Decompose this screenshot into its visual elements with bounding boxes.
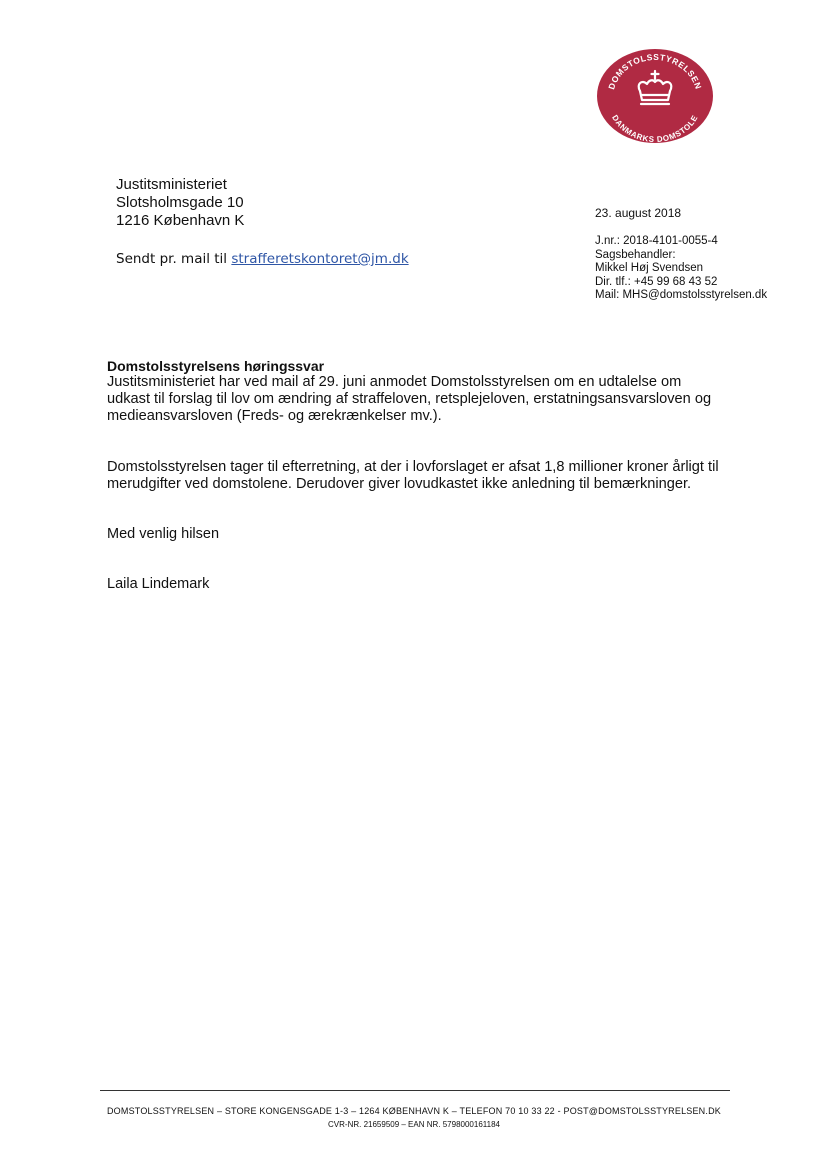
footer-divider [100, 1090, 730, 1091]
logo-text-top: DOMSTOLSSTYRELSEN [606, 51, 704, 91]
letter-date: 23. august 2018 [595, 206, 682, 220]
closing-greeting: Med venlig hilsen [107, 526, 220, 542]
letter-heading: Domstolsstyrelsens høringssvar [107, 358, 325, 374]
recipient-street: Slotsholmsgade 10 [116, 194, 244, 211]
paragraph-1-line: Justitsministeriet har ved mail af 29. juni anmodet Domstolsstyrelsen om en udtalelse om [107, 374, 682, 390]
paragraph-2 [107, 459, 747, 493]
recipient-email-link[interactable]: strafferetskontoret@jm.dk [231, 251, 409, 267]
case-metadata [595, 235, 767, 303]
recipient-name: Justitsministeriet [116, 176, 227, 193]
sent-by-prefix: Sendt pr. mail til [116, 251, 232, 267]
handler-phone: Dir. tlf.: +45 99 68 43 52 [595, 275, 718, 288]
logo-text-bottom: DANMARKS DOMSTOLE [610, 113, 700, 144]
handler-label: Sagsbehandler: [595, 248, 676, 261]
paragraph-1 [107, 374, 747, 425]
paragraph-1-line: medieansvarsloven (Freds- og ærekrænkelser mv.). [107, 408, 442, 424]
case-number: J.nr.: 2018-4101-0055-4 [595, 235, 718, 247]
recipient-city: 1216 København K [116, 212, 245, 229]
sent-by-line [116, 251, 409, 267]
domstolsstyrelsen-logo [596, 48, 714, 144]
paragraph-1-line: udkast til forslag til lov om ændring af straffeloven, retsplejeloven, erstatningsansvarsloven og [107, 391, 712, 407]
footer-address: DOMSTOLSSTYRELSEN – STORE KONGENSGADE 1-3 – 1264 KØBENHAVN K – TELEFON 70 10 33 22 - POST@DOMSTOLSSTYRELSEN.DK [106, 1106, 721, 1116]
paragraph-2-line: merudgifter ved domstolene. Derudover giver lovudkastet ikke anledning til bemærkninger. [107, 476, 692, 492]
recipient-address [116, 176, 244, 230]
footer-registration: CVR-NR. 21659509 – EAN NR. 5798000161184 [328, 1120, 500, 1129]
handler-name: Mikkel Høj Svendsen [595, 262, 704, 275]
handler-mail: Mail: MHS@domstolsstyrelsen.dk [595, 289, 768, 302]
signer-name: Laila Lindemark [107, 576, 210, 592]
paragraph-2-line: Domstolsstyrelsen tager til efterretning, at der i lovforslaget er afsat 1,8 millioner kroner årligt til [107, 459, 719, 475]
